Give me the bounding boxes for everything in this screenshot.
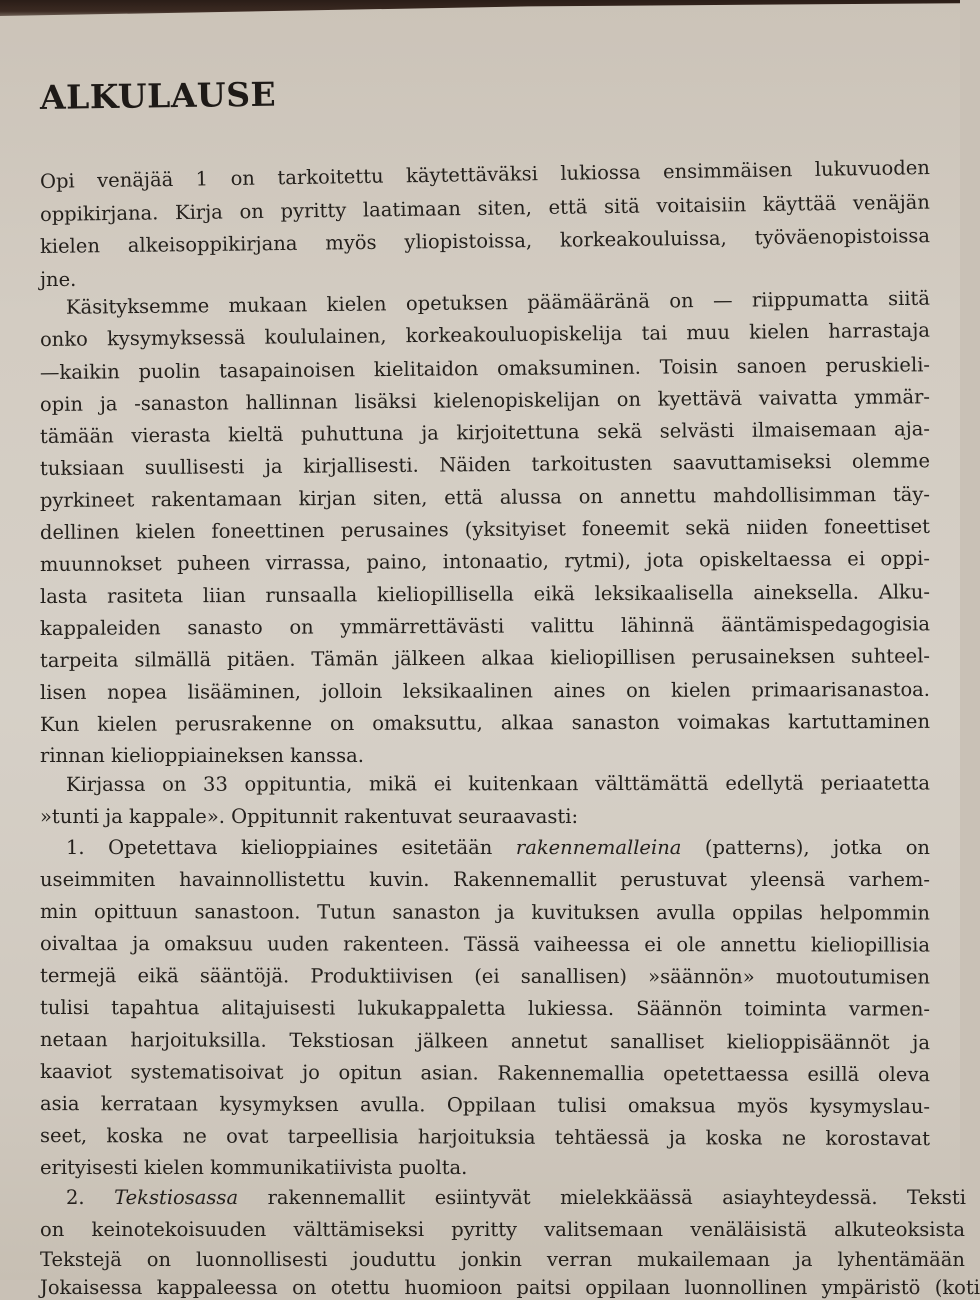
text-segment: 1. Opetettava kielioppiaines esitetään bbox=[66, 836, 516, 859]
text-line: oivaltaa ja omaksuu uuden rakenteen. Tässä vaiheessa ei ole annettu kieliopillisia bbox=[39, 932, 931, 957]
text-line: tulisi tapahtua alitajuisesti lukukappaletta lukiessa. Säännön toiminta varmen- bbox=[39, 996, 931, 1021]
page-top-shadow bbox=[0, 0, 960, 16]
text-line: dellinen kielen foneettinen perusaines (yksityiset foneemit sekä niiden foneettiset bbox=[39, 514, 931, 544]
text-line: asia kerrataan kysymyksen avulla. Oppilaan tulisi omaksua myös kysymyslau- bbox=[39, 1092, 931, 1119]
text-line: netaan harjoituksilla. Tekstiosan jälkeen annetut sanalliset kielioppisäännöt ja bbox=[39, 1028, 931, 1055]
text-line-numbered-1 bbox=[40, 836, 930, 860]
text-line: kielen alkeisoppikirjana myös yliopistoissa, korkeakouluissa, työväenopistoissa bbox=[39, 224, 931, 258]
italic-term: Tekstiosassa bbox=[114, 1186, 239, 1209]
text-line: Kun kielen perusrakenne on omaksuttu, alkaa sanaston voimakas kartuttaminen bbox=[39, 709, 931, 736]
text-line: lisen nopea lisääminen, jolloin leksikaalinen aines on kielen primaarisanastoa. bbox=[39, 677, 931, 704]
text-line: opin ja -sanaston hallinnan lisäksi kielenopiskelijan on kyettävä vaivatta ymmär- bbox=[39, 385, 931, 416]
text-line: Tekstejä on luonnollisesti jouduttu jonkin verran mukailemaan ja lyhentämään bbox=[40, 1248, 965, 1271]
text-line-partial: Jokaisessa kappaleessa on otettu huomioon paitsi oppilaan luonnollinen ympäristö (koti bbox=[40, 1276, 980, 1299]
text-line: rinnan kielioppiaineksen kanssa. bbox=[40, 744, 364, 767]
text-line: kappaleiden sanasto on ymmärrettävästi valittu lähinnä ääntämispedagogisia bbox=[39, 612, 931, 640]
text-line-numbered-2 bbox=[40, 1186, 966, 1210]
text-line: —kaikin puolin tasapainoisen kielitaidon omaksuminen. Toisin sanoen peruskieli- bbox=[39, 353, 931, 384]
text-line: muunnokset puheen virrassa, paino, intonaatio, rytmi), jota opiskeltaessa ei oppi- bbox=[39, 546, 931, 576]
text-line: oppikirjana. Kirja on pyritty laatimaan siten, että sitä voitaisiin käyttää venäjän bbox=[39, 190, 931, 226]
text-line: on keinotekoisuuden välttämiseksi pyritty valitsemaan venäläisistä alkuteoksista bbox=[40, 1218, 965, 1241]
text-line: tämään vierasta kieltä puhuttuna ja kirjoitettuna sekä selvästi ilmaisemaan aja- bbox=[39, 417, 931, 448]
text-segment: (patterns), jotka on bbox=[681, 836, 930, 859]
text-line: pyrkineet rakentamaan kirjan siten, että alussa on annettu mahdollisimman täy- bbox=[39, 482, 931, 512]
text-line: tuksiaan suullisesti ja kirjallisesti. Näiden tarkoitusten saavuttamiseksi olemme bbox=[39, 449, 931, 480]
text-line: erityisesti kielen kommunikatiivista puolta. bbox=[40, 1156, 468, 1179]
text-line: Opi venäjää 1 on tarkoitettu käytettäväksi lukiossa ensimmäisen lukuvuoden bbox=[39, 156, 931, 193]
text-line: tarpeita silmällä pitäen. Tämän jälkeen alkaa kieliopillisen perusaineksen suhteel- bbox=[39, 644, 931, 672]
text-line: termejä eikä sääntöjä. Produktiivisen (ei sanallisen) »säännön» muotoutumisen bbox=[39, 964, 931, 989]
text-line: Kirjassa on 33 oppituntia, mikä ei kuitenkaan välttämättä edellytä periaatetta bbox=[65, 771, 931, 796]
text-line: useimmiten havainnollistettu kuvin. Rakennemallit perustuvat yleensä varhem- bbox=[40, 868, 930, 891]
text-segment: rakennemallit esiintyvät mielekkäässä asiayhteydessä. Teksti bbox=[238, 1186, 966, 1209]
text-segment: 2. bbox=[66, 1186, 115, 1209]
text-line: seet, koska ne ovat tarpeellisia harjoituksia tehtäessä ja koska ne korostavat bbox=[39, 1124, 931, 1151]
text-line: »tunti ja kappale». Oppitunnit rakentuvat seuraavasti: bbox=[40, 805, 579, 828]
text-line: min opittuun sanastoon. Tutun sanaston ja kuvituksen avulla oppilas helpommin bbox=[39, 900, 931, 925]
italic-term: rakennemalleina bbox=[515, 836, 682, 859]
text-line: onko kysymyksessä koululainen, korkeakouluopiskelija tai muu kielen harrastaja bbox=[39, 318, 931, 351]
text-line: jne. bbox=[40, 268, 77, 291]
text-line: kaaviot systematisoivat jo opitun asian. Rakennemallia opetettaessa esillä oleva bbox=[39, 1060, 931, 1087]
text-line: Käsityksemme mukaan kielen opetuksen päämääränä on — riippumatta siitä bbox=[65, 286, 931, 319]
text-line: lasta rasiteta liian runsaalla kieliopillisella eikä leksikaalisella aineksella. Alku- bbox=[39, 580, 931, 608]
page-title: ALKULAUSE bbox=[39, 74, 277, 117]
